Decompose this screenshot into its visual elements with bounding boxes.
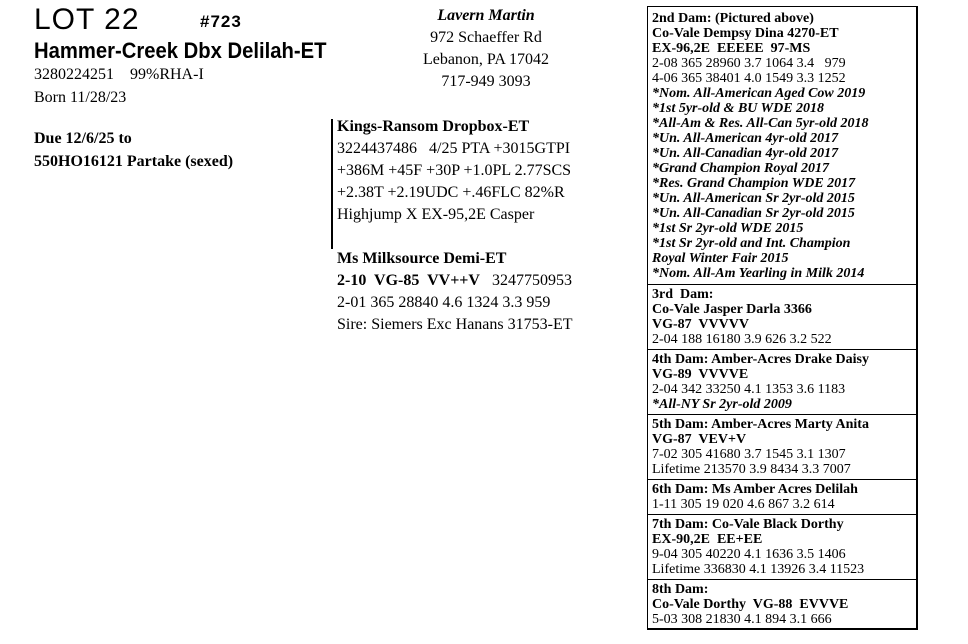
honor: *Grand Champion Royal 2017 bbox=[652, 161, 829, 176]
dam-registration: 3247750953 bbox=[491, 272, 572, 289]
fifth-dam-heading: 5th Dam: Amber-Acres Marty Anita bbox=[652, 417, 869, 432]
honor: *Res. Grand Champion WDE 2017 bbox=[652, 176, 856, 191]
born-date: Born 11/28/23 bbox=[34, 89, 127, 106]
second-dam-record: 2-08 365 28960 3.7 1064 3.4 979 bbox=[652, 56, 846, 71]
sire-line: 3224437486 4/25 PTA +3015GTPI bbox=[337, 140, 571, 157]
second-dam-heading: 2nd Dam: (Pictured above) bbox=[652, 11, 814, 26]
seventh-dam-class: EX-90,2E EE+EE bbox=[652, 532, 763, 547]
sixth-dam-heading: 6th Dam: Ms Amber Acres Delilah bbox=[652, 482, 858, 497]
consignor-phone: 717-949 3093 bbox=[441, 73, 531, 90]
fourth-dam-heading: 4th Dam: Amber-Acres Drake Daisy bbox=[652, 352, 869, 367]
sire-line: +2.38T +2.19UDC +.46FLC 82%R bbox=[337, 184, 565, 201]
third-dam-name: Co-Vale Jasper Darla 3366 bbox=[652, 302, 812, 317]
pedigree-divider bbox=[648, 514, 918, 515]
fifth-dam-record: 7-02 305 41680 3.7 1545 3.1 1307 bbox=[652, 447, 846, 462]
dam-name: Ms Milksource Demi-ET bbox=[337, 250, 507, 267]
second-dam-name: Co-Vale Dempsy Dina 4270-ET bbox=[652, 26, 839, 41]
sixth-dam-record: 1-11 305 19 020 4.6 867 3.2 614 bbox=[652, 497, 835, 512]
honor: *Un. All-Canadian 4yr-old 2017 bbox=[652, 146, 839, 161]
animal-name: Hammer-Creek Dbx Delilah-ET bbox=[34, 38, 327, 63]
fourth-dam-record: 2-04 342 33250 4.1 1353 3.6 1183 bbox=[652, 382, 846, 397]
pedigree-divider bbox=[648, 284, 918, 285]
registration-line: 3280224251 99%RHA-I bbox=[34, 66, 204, 83]
fifth-dam-lifetime: Lifetime 213570 3.9 8434 3.3 7007 bbox=[652, 462, 851, 477]
seventh-dam-heading: 7th Dam: Co-Vale Black Dorthy bbox=[652, 517, 844, 532]
second-dam-record: 4-06 365 38401 4.0 1549 3.3 1252 bbox=[652, 71, 846, 86]
dam-sire: Sire: Siemers Exc Hanans 31753-ET bbox=[337, 316, 573, 333]
dam-classification: 2-10 VG-85 VV++V bbox=[337, 272, 480, 289]
honor: *1st 5yr-old & BU WDE 2018 bbox=[652, 101, 825, 116]
service-sire: 550HO16121 Partake (sexed) bbox=[34, 153, 234, 170]
fifth-dam-class: VG-87 VEV+V bbox=[652, 432, 747, 447]
fourth-dam-honor: *All-NY Sr 2yr-old 2009 bbox=[652, 397, 792, 412]
third-dam-heading: 3rd Dam: bbox=[652, 287, 714, 302]
consignor-name: Lavern Martin bbox=[437, 7, 535, 24]
consignor-address: 972 Schaeffer Rd bbox=[430, 29, 542, 46]
pedigree-divider bbox=[648, 414, 918, 415]
dam-record: 2-01 365 28840 4.6 1324 3.3 959 bbox=[337, 294, 551, 311]
honor: *Nom. All-American Aged Cow 2019 bbox=[652, 86, 866, 101]
honor: Royal Winter Fair 2015 bbox=[652, 251, 789, 266]
honor: *1st Sr 2yr-old WDE 2015 bbox=[652, 221, 804, 236]
sire-line: Highjump X EX-95,2E Casper bbox=[337, 206, 535, 223]
pedigree-divider bbox=[648, 349, 918, 350]
eighth-dam-name: Co-Vale Dorthy VG-88 EVVVE bbox=[652, 597, 849, 612]
consignor-city: Lebanon, PA 17042 bbox=[422, 51, 550, 68]
honor: *Un. All-American 4yr-old 2017 bbox=[652, 131, 839, 146]
lot-title: LOT 22 bbox=[34, 3, 140, 36]
pedigree-divider bbox=[648, 579, 918, 580]
honor: *1st Sr 2yr-old and Int. Champion bbox=[652, 236, 851, 251]
eighth-dam-heading: 8th Dam: bbox=[652, 582, 709, 597]
dam-class-row bbox=[337, 270, 572, 292]
sire-line: +386M +45F +30P +1.0PL 2.77SCS bbox=[337, 162, 572, 179]
honor: *Nom. All-Am Yearling in Milk 2014 bbox=[652, 266, 865, 281]
due-date: Due 12/6/25 to bbox=[34, 130, 132, 147]
sire-name: Kings-Ransom Dropbox-ET bbox=[337, 118, 530, 135]
eighth-dam-record: 5-03 308 21830 4.1 894 3.1 666 bbox=[652, 612, 832, 627]
honor: *All-Am & Res. All-Can 5yr-old 2018 bbox=[652, 116, 869, 131]
seventh-dam-lifetime: Lifetime 336830 4.1 13926 3.4 11523 bbox=[652, 562, 865, 577]
honor: *Un. All-Canadian Sr 2yr-old 2015 bbox=[652, 206, 855, 221]
third-dam-record: 2-04 188 16180 3.9 626 3.2 522 bbox=[652, 332, 832, 347]
seventh-dam-record: 9-04 305 40220 4.1 1636 3.5 1406 bbox=[652, 547, 846, 562]
second-dam-class: EX-96,2E EEEEE 97-MS bbox=[652, 41, 811, 56]
third-dam-class: VG-87 VVVVV bbox=[652, 317, 749, 332]
fourth-dam-class: VG-89 VVVVE bbox=[652, 367, 749, 382]
pedigree-divider bbox=[648, 479, 918, 480]
honor: *Un. All-American Sr 2yr-old 2015 bbox=[652, 191, 855, 206]
lot-number: #723 bbox=[200, 12, 242, 31]
sire-dam-divider bbox=[331, 119, 333, 249]
